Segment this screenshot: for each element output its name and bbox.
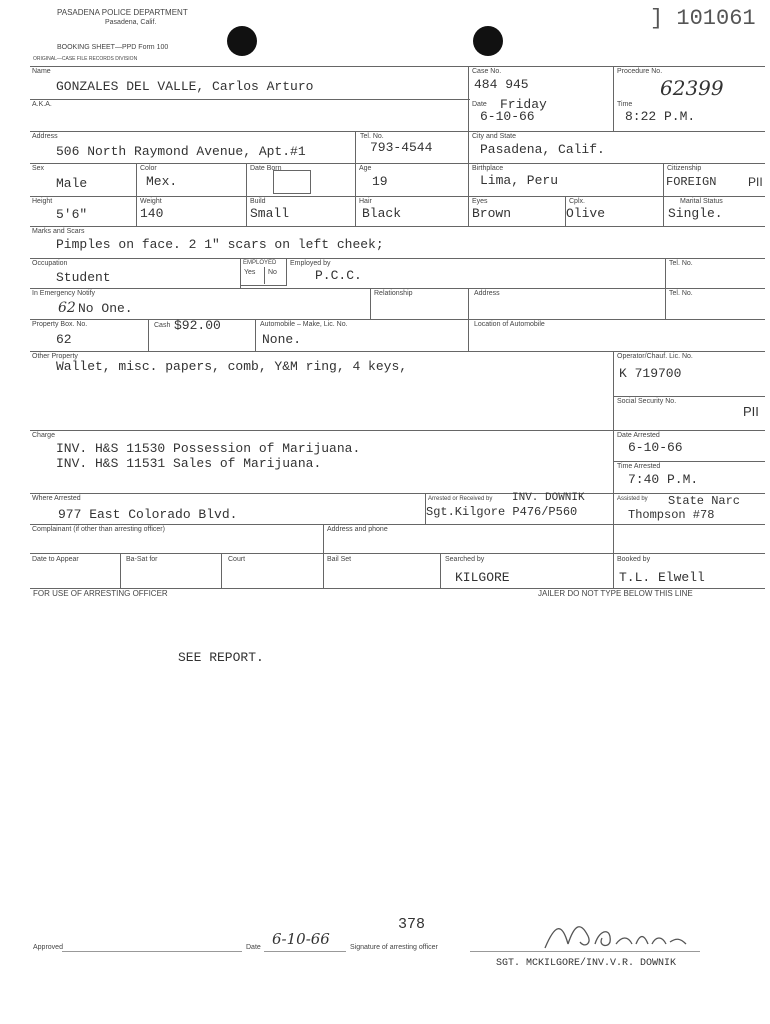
value-tel: 793-4544 [370,140,433,155]
for-use-note: FOR USE OF ARRESTING OFFICER [33,589,168,598]
rule [468,66,469,163]
label-case-no: Case No. [472,68,502,75]
rule [613,461,765,462]
label-booked-by: Booked by [617,556,651,563]
rule [148,319,149,351]
value-operator-lic: K 719700 [619,366,682,381]
jailer-note: JAILER DO NOT TYPE BELOW THIS LINE [538,589,693,598]
value-citizenship-pii: PII [748,175,763,189]
rule [613,351,614,493]
label-name: Name [32,68,51,75]
label-tel-occupation: Tel. No. [669,260,693,267]
page-number: 378 [398,916,426,933]
rule [665,258,666,319]
label-employed-no: No [268,269,277,276]
distribution-note: ORIGINAL—CASE FILE RECORDS DIVISION [33,56,138,62]
label-date-arrested: Date Arrested [617,432,660,439]
value-marks: Pimples on face. 2 1" scars on left cheek; [56,237,384,252]
rule [323,524,324,588]
value-procedure-no: 62399 [660,76,724,100]
rule [30,553,765,554]
value-age: 19 [372,174,388,189]
label-assisted-by: Assisted by [617,496,648,502]
label-birthplace: Birthplace [472,165,504,172]
value-arrested-by-2: Sgt.Kilgore P476/P560 [426,505,578,519]
label-tel: Tel. No. [360,133,384,140]
rule [613,493,614,588]
punch-hole-left [227,26,257,56]
value-assisted-by-1: State Narc [668,494,741,508]
rule [30,430,765,431]
label-auto-location: Location of Automobile [474,321,545,328]
label-complainant: Complainant (if other than arresting officer) [32,526,165,533]
label-procedure-no: Procedure No. [617,68,663,75]
rule [370,288,371,319]
label-social-security: Social Security No. [617,398,677,405]
label-eyes: Eyes [472,198,488,205]
label-emergency: In Emergency Notify [32,290,96,297]
label-emergency-tel: Tel. No. [669,290,693,297]
value-searched-by: KILGORE [455,570,510,585]
label-employed: EMPLOYED [243,260,277,266]
value-date: 6-10-66 [480,109,535,124]
rule [255,319,256,351]
value-hair: Black [362,206,402,221]
rule [468,288,469,351]
value-approved-date: 6-10-66 [272,930,330,948]
value-eyes: Brown [472,206,512,221]
value-time-arrested: 7:40 P.M. [628,472,699,487]
rule [30,258,765,259]
value-charge-1: INV. H&S 11530 Possession of Marijuana. [56,441,361,456]
value-name: GONZALES DEL VALLE, Carlos Arturo [56,79,314,94]
label-employed-by: Employed by [290,260,331,267]
value-day: Friday [500,97,547,112]
label-height: Height [32,198,53,205]
rule [30,493,765,494]
rule [30,163,765,164]
value-booked-by: T.L. Elwell [619,570,705,585]
form-id: BOOKING SHEET—PPD Form 100 [57,44,169,51]
date-born-box [273,170,311,194]
value-date-arrested: 6-10-66 [628,440,683,455]
value-weight: 140 [140,206,164,221]
label-auto: Automobile – Make, Lic. No. [260,321,348,328]
rule [30,288,765,289]
see-report: SEE REPORT. [178,650,264,665]
label-color: Color [140,165,157,172]
department-city: Pasadena, Calif. [105,19,157,26]
rule [468,163,469,226]
value-case-no: 484 945 [474,77,529,92]
label-address: Address [32,133,58,140]
rule [30,319,765,320]
rule [30,131,765,132]
value-property-box: 62 [56,332,72,347]
value-charge-2: INV. H&S 11531 Sales of Marijuana. [56,456,322,471]
label-cash: Cash [154,322,171,329]
rule [120,553,121,588]
label-approved: Approved [33,944,63,951]
value-emergency-prefix: 62 [58,300,76,316]
label-complainant-address: Address and phone [327,526,388,533]
label-city-state: City and State [472,133,516,140]
approved-line [62,951,242,952]
label-signature: Signature of arresting officer [350,944,438,951]
document-number: ] 101061 [650,6,756,31]
punch-hole-right [473,26,503,56]
label-relationship: Relationship [374,290,413,297]
rule [30,226,765,227]
department-name: PASADENA POLICE DEPARTMENT [57,8,188,17]
label-charge: Charge [32,432,55,439]
label-date: Date [472,101,487,108]
value-birthplace: Lima, Peru [480,173,559,188]
label-age: Age [359,165,372,172]
value-address: 506 North Raymond Avenue, Apt.#1 [56,144,306,159]
value-arrested-by-1: INV. DOWNIK [512,492,585,504]
label-approved-date: Date [246,944,261,951]
label-arrested-by: Arrested or Received by [428,496,493,502]
rule [246,163,247,226]
value-sex: Male [56,176,88,191]
label-date-born: Date Born [250,165,282,172]
value-occupation: Student [56,270,111,285]
value-color: Mex. [146,174,178,189]
date-line [264,951,346,952]
value-other-property: Wallet, misc. papers, comb, Y&M ring, 4 keys, [56,359,408,374]
label-weight: Weight [140,198,162,205]
value-time: 8:22 P.M. [625,109,696,124]
value-cash: $92.00 [174,318,221,333]
label-property-box: Property Box. No. [32,321,88,328]
label-cplx: Cplx. [569,198,585,205]
rule [663,163,664,226]
label-searched-by: Searched by [445,556,485,563]
value-build: Small [250,206,290,221]
rule [30,524,765,525]
value-assisted-by-2: Thompson #78 [628,508,715,522]
label-sex: Sex [32,165,45,172]
rule [613,66,614,131]
rule [355,131,356,163]
label-operator-lic: Operator/Chauf. Lic. No. [617,353,693,360]
label-hair: Hair [359,198,372,205]
signature-name: SGT. MCKILGORE/INV.V.R. DOWNIK [496,958,677,969]
value-city: Pasadena, Calif. [480,142,605,157]
label-time: Time [617,101,633,108]
rule [264,267,265,284]
label-citizenship: Citizenship [667,165,702,172]
label-aka: A.K.A. [32,101,52,108]
label-marital: Marital Status [680,198,723,205]
label-marks: Marks and Scars [32,228,85,235]
label-employed-yes: Yes [244,269,256,276]
value-auto: None. [262,332,302,347]
label-where-arrested: Where Arrested [32,495,81,502]
label-time-arrested: Time Arrested [617,463,661,470]
rule [440,553,441,588]
rule [613,396,765,397]
label-bail-sat-for: Ba-Sat for [126,556,158,563]
value-employed-by: P.C.C. [315,268,362,283]
rule [30,351,765,352]
value-ss-pii: PII [743,404,759,419]
rule [30,66,765,67]
label-other-property: Other Property [32,353,78,360]
label-bail-set: Bail Set [327,556,352,563]
value-height: 5'6" [56,207,88,222]
officer-signature [540,914,690,956]
rule [30,99,470,100]
value-cplx: Olive [566,206,606,221]
value-where-arrested: 977 East Colorado Blvd. [58,507,238,522]
rule [30,196,765,197]
label-build: Build [250,198,266,205]
rule [221,553,222,588]
rule [355,163,356,226]
rule [136,163,137,226]
value-marital: Single. [668,206,723,221]
label-court: Court [228,556,246,563]
label-date-to-appear: Date to Appear [32,556,79,563]
label-emergency-address: Address [474,290,500,297]
label-occupation: Occupation [32,260,68,267]
value-citizenship: FOREIGN [666,175,717,189]
value-emergency: No One. [78,301,133,316]
